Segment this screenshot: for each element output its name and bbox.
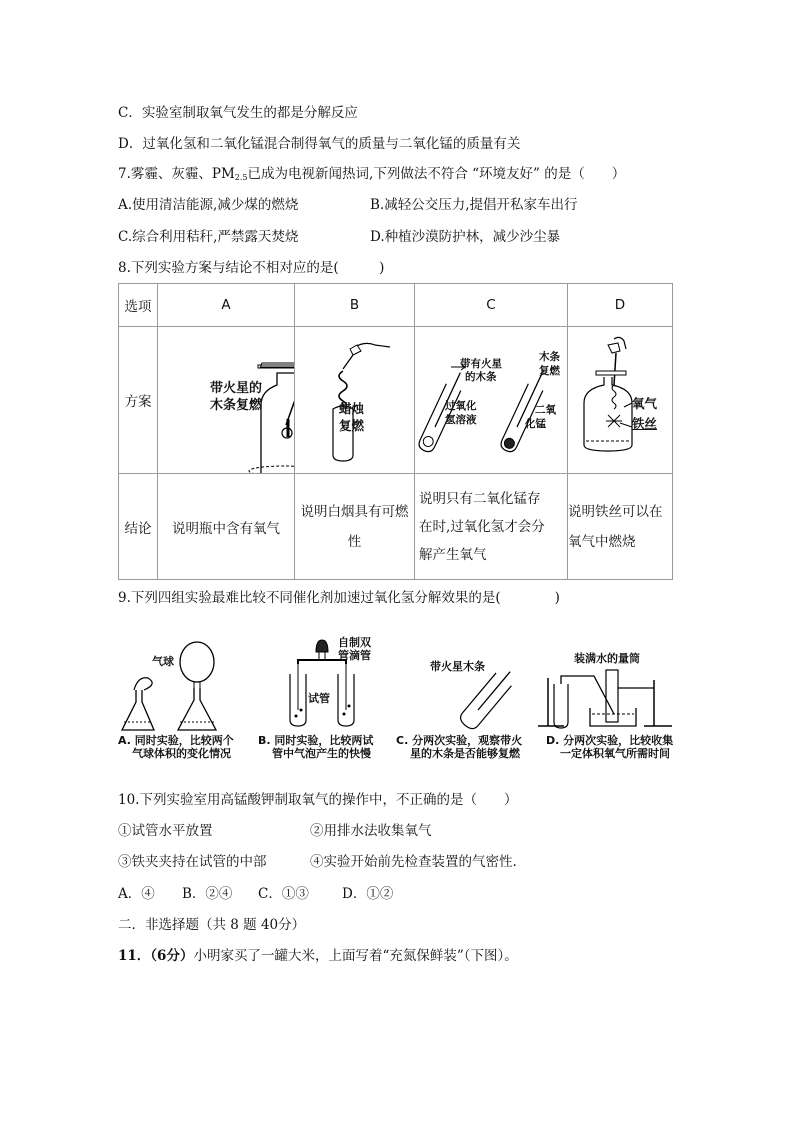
q10-item-1: ①试管水平放置 — [118, 823, 213, 839]
q8-concl-d-line2: 氧气中燃烧 — [568, 533, 636, 550]
q9-caption-a-1: A. 同时实验，比较两个 — [118, 734, 234, 747]
q11-score: （6分） — [150, 948, 194, 964]
q8-figure-c — [415, 327, 568, 474]
fig-c-label-7: 二氧 — [535, 404, 556, 416]
fig-b-label-1: 蜡烛 — [339, 401, 365, 416]
q8-row-plan: 方案 — [119, 327, 158, 474]
q8-concl-d-line1: 说明铁丝可以在 — [568, 503, 663, 520]
q9-fig-b-label-1: 自制双 — [338, 636, 371, 649]
q9-figures — [118, 630, 688, 765]
q8-col-b: B — [295, 284, 415, 327]
test-tubes-figure — [415, 327, 567, 473]
q8-figure-d — [568, 327, 673, 474]
q11-number: 11． — [118, 948, 151, 964]
section-2-title: 二．非选择题（共 8 题 40分） — [118, 917, 306, 933]
q7-stem — [118, 165, 625, 187]
q9-fig-b-label-3: 试管 — [308, 692, 330, 705]
q10-option-b: B．②④ — [182, 886, 233, 902]
q11-line — [118, 947, 518, 965]
fig-a-label-2: 木条复燃 — [210, 398, 263, 413]
q7-stem-pre: 7.雾霾、灰霾、PM — [118, 166, 235, 182]
q10-option-d: D．①② — [342, 886, 394, 902]
q8-col-a: A — [158, 284, 295, 327]
fig-b-label-2: 复燃 — [339, 418, 365, 433]
q9-fig-c-label: 带火星木条 — [430, 660, 485, 673]
q8-concl-b-line1: 说明白烟具有可燃 — [300, 503, 409, 520]
q9-fig-b-label-2: 管滴管 — [338, 649, 371, 662]
q9-caption-c-1: C. 分两次实验，观察带火 — [396, 734, 523, 747]
q7-option-d: D.种植沙漠防护林，减少沙尘暴 — [370, 229, 561, 245]
q6-option-d: D．过氧化氢和二氧化锰混合制得氧气的质量与二氧化锰的质量有关 — [118, 136, 521, 152]
fig-d-label-2: 铁丝 — [632, 416, 658, 431]
q8-col-c: C — [415, 284, 568, 327]
q8-concl-a: 说明瓶中含有氧气 — [158, 474, 295, 580]
q10-item-4: ④实验开始前先检查装置的气密性. — [310, 854, 517, 870]
q8-concl-b-line2: 性 — [347, 533, 362, 550]
q8-concl-c-line3: 解产生氧气 — [419, 546, 487, 563]
q7-option-b: B.减轻公交压力,提倡开私家车出行 — [370, 197, 578, 213]
q7-option-a: A.使用清洁能源,减少煤的燃烧 — [118, 197, 299, 213]
q8-concl-d — [568, 474, 673, 580]
fig-c-label-3: 木条 — [539, 351, 560, 363]
q8-col-d: D — [568, 284, 673, 327]
q8-concl-c-line1: 说明只有二氧化锰存 — [419, 490, 541, 507]
q8-head-label: 选项 — [119, 284, 158, 327]
q10-stem: 10.下列实验室用高锰酸钾制取氧气的操作中，不正确的是（ ） — [118, 792, 518, 808]
fig-c-label-8: 化锰 — [525, 418, 546, 430]
fig-a-label-1: 带火星的 — [210, 381, 263, 396]
fig-c-label-2: 的木条 — [465, 371, 497, 383]
q8-table — [118, 283, 673, 580]
q9-caption-b-2: 管中气泡产生的快慢 — [272, 747, 371, 760]
q9-caption-c-2: 星的木条是否能够复燃 — [410, 747, 520, 760]
q8-row-conclusion: 结论 — [119, 474, 158, 580]
fig-d-label-1: 氧气 — [632, 396, 658, 411]
q10-item-2: ②用排水法收集氧气 — [310, 823, 432, 839]
q8-figure-a — [158, 327, 295, 474]
q11-stem: 小明家买了一罐大米，上面写着“充氮保鲜装”（下图）。 — [193, 948, 518, 964]
q7-stem-sub: 2.5 — [234, 173, 248, 182]
q8-stem: 8.下列实验方案与结论不相对应的是( ) — [118, 260, 385, 276]
q9-stem: 9.下列四组实验最难比较不同催化剂加速过氧化氢分解效果的是( ) — [118, 590, 560, 606]
q7-option-c: C.综合利用秸秆,严禁露天焚烧 — [118, 229, 299, 245]
fig-c-label-1: 带有火星 — [460, 358, 502, 370]
q10-item-3: ③铁夹夹持在试管的中部 — [118, 854, 267, 870]
q9-caption-b-1: B. 同时实验，比较两试 — [258, 734, 374, 747]
q8-figure-b — [295, 327, 415, 474]
fig-c-label-6: 氢溶液 — [445, 414, 477, 426]
fig-c-label-4: 复燃 — [539, 365, 560, 377]
q9-caption-d-1: D. 分两次实验，比较收集 — [546, 734, 674, 747]
q8-concl-c-line2: 在时,过氧化氢才会分 — [419, 518, 545, 535]
q10-option-a: A．④ — [118, 886, 155, 902]
q7-stem-post: 已成为电视新闻热词,下列做法不符合 “环境友好” 的是（ ） — [247, 166, 626, 182]
q10-option-c: C．①③ — [258, 886, 309, 902]
q9-fig-d-label: 装满水的量筒 — [574, 652, 640, 665]
q8-concl-c — [415, 474, 568, 580]
q9-caption-a-2: 气球体积的变化情况 — [132, 747, 231, 760]
q6-option-c: C．实验室制取氧气发生的都是分解反应 — [118, 105, 358, 121]
candle-figure — [295, 327, 414, 473]
q9-fig-a-label: 气球 — [152, 655, 174, 668]
fig-c-label-5: 过氧化 — [445, 400, 477, 412]
q8-concl-b — [295, 474, 415, 580]
q9-caption-d-2: 一定体积氧气所需时间 — [560, 747, 670, 760]
